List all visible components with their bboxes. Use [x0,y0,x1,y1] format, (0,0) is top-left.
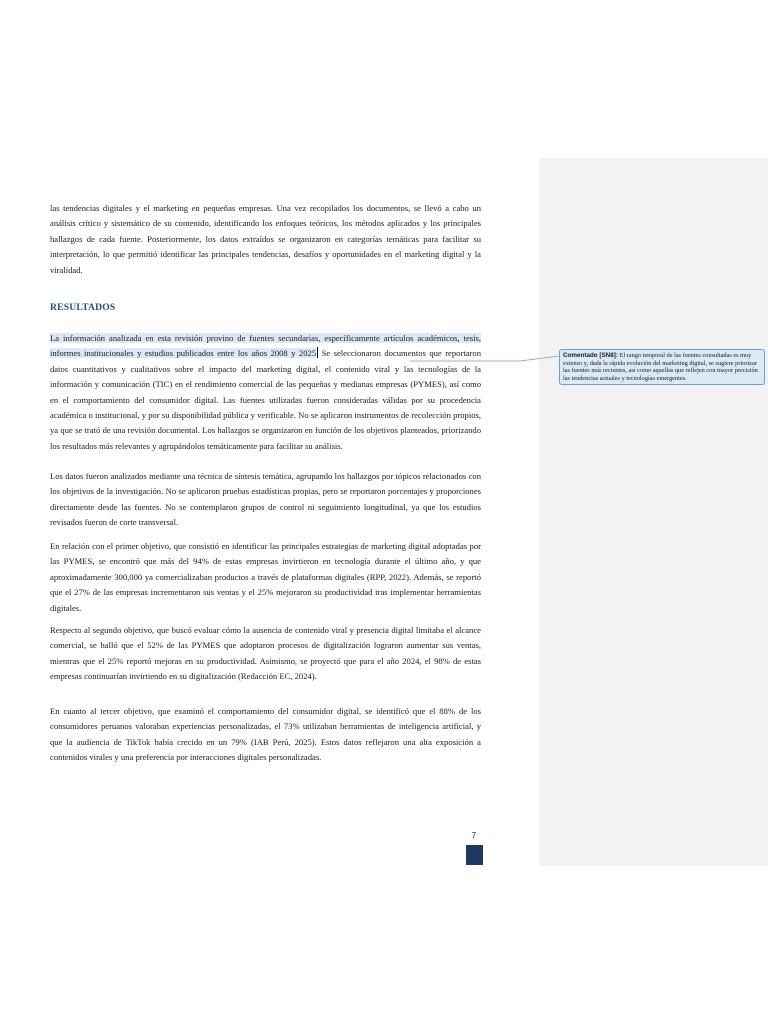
results-heading: RESULTADOS [50,302,116,313]
highlighted-commented-text[interactable]: La información analizada en esta revisión provino de fuentes secundarias, específicamente artículos académicos, tesis, informes institucionales y estudios publicados entre los años 2008 y 2025 [50,333,481,359]
analysis-paragraph: Los datos fueron analizados mediante una técnica de síntesis temática, agrupando los hallazgos por tópicos relacionados con los objetivos de la investigación. No se aplicaron pruebas estadísticas propias, pero se reportaron porcentajes y proporciones directamente desde las fuentes. No se contemplaron grupos de control ni seguimiento longitudinal, ya que los estudios revisados fueron de corte transversal. [50,471,481,528]
results-paragraph[interactable] [50,331,481,454]
objective-2-paragraph: Respecto al segundo objetivo, que buscó evaluar cómo la ausencia de contenido viral y presencia digital limitaba el alcance comercial, se halló que el 52% de las PYMES que adoptaron procesos de digitalización lograron aumentar sus ventas, mientras que el 25% reportó mejoras en su productividad. Asimismo, se proyectó que para el año 2024, el 98% de estas empresas continuarían invirtiendo en su digitalización (Redacción EC, 2024). [50,625,481,682]
results-paragraph-rest: Se seleccionaron documentos que reportaron datos cuantitativos y cualitativos sobre el impacto del marketing digital, el contenido viral y las tecnologías de la información y comunicación (TIC) en el rendimiento comercial de las pequeñas y medianas empresas (PYMES), así como en el comportamiento del consumidor digital. Las fuentes utilizadas fueron consideradas válidas por su procedencia académica o institucional, y por su disponibilidad pública y verificable. No se aplicaron instrumentos de recolección propios, ya que se trató de una revisión documental. Los hallazgos se organizaron en función de los objetivos planteados, priorizando los resultados más relevantes y agrupándolos temáticamente para facilitar su análisis. [50,348,481,451]
comment-pane [539,158,768,866]
comment-text: El rango temporal de las fuentes consultadas es muy extenso y, dada la rápida evolución del marketing digital, se sugiere priorizar las fuentes más recientes, así como aquellas que reflejen con mayor precisión las tendencias actuales y tecnologías emergentes. [563,352,758,382]
page-number: 7 [471,831,477,840]
objective-3-paragraph: En cuanto al tercer objetivo, que examinó el comportamiento del consumidor digital, se identificó que el 88% de los consumidores peruanos valoraban experiencias personalizadas, el 73% utilizaban herramientas de inteligencia artificial, y que la audiencia de TikTok había crecido en un 79% (IAB Perú, 2025). Estos datos reflejaron una alta exposición a contenidos virales y una preferencia por interacciones digitales personalizadas. [50,706,481,763]
page-footer-marker [466,845,483,865]
comment-author-label: Comentado [SN8]: [563,352,618,359]
objective-1-paragraph: En relación con el primer objetivo, que consistió en identificar las principales estrategias de marketing digital adoptadas por las PYMES, se encontró que más del 94% de estas empresas invirtieron en tecnología durante el último año, y que aproximadamente 300,000 ya comercializaban productos a través de plataformas digitales (RPP, 2022). Además, se reportó que el 27% de las empresas incrementaron sus ventas y el 25% mejoraron su productividad tras implementar herramientas digitales. [50,541,481,613]
comment-balloon[interactable] [559,349,765,385]
intro-paragraph: las tendencias digitales y el marketing en pequeñas empresas. Una vez recopilados los documentos, se llevó a cabo un análisis crítico y sistemático de su contenido, identificando los enfoques teóricos, los métodos aplicados y los principales hallazgos de cada fuente. Posteriormente, los datos extraídos se organizaron en categorías temáticas para facilitar su interpretación, lo que permitió identificar las principales tendencias, desafíos y oportunidades en el marketing digital y la viralidad. [50,203,481,275]
